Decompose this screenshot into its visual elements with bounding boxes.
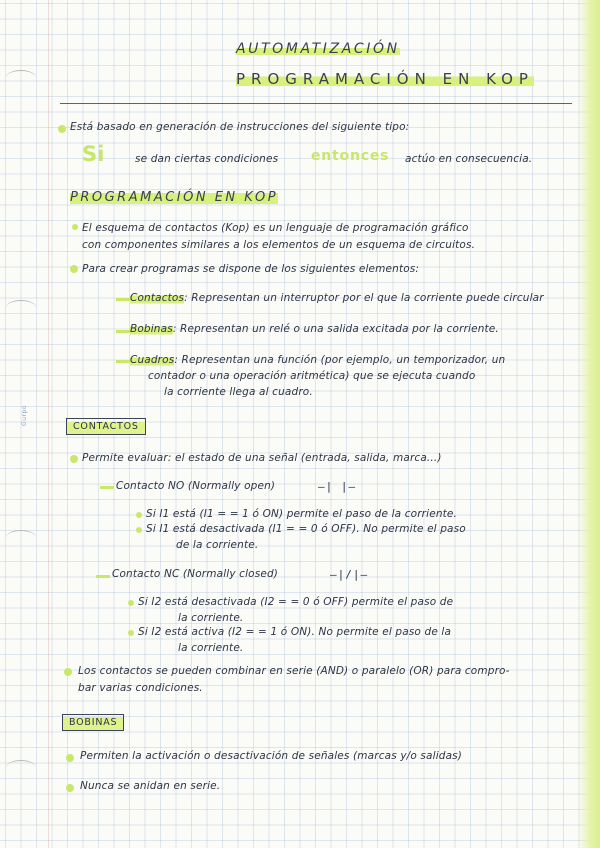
bullet-dot <box>66 784 74 792</box>
intro-conditions: se dan ciertas condiciones <box>135 153 279 165</box>
bullet-dot <box>128 630 134 636</box>
intro-consequence: actúo en consecuencia. <box>405 153 533 165</box>
list-dash <box>96 575 110 578</box>
contacto-no-title: Contacto NO (Normally open) <box>116 480 276 492</box>
contacto-no-rule-2-cont: de la corriente. <box>176 539 259 551</box>
bullet-dot <box>70 455 78 463</box>
punch-hole <box>6 70 36 85</box>
contacto-nc-rule-2-cont: la corriente. <box>178 642 244 654</box>
header-divider <box>60 103 572 104</box>
contactos-definition: Contactos: Representan un interruptor por el que la corriente puede circular <box>130 292 544 304</box>
kop-paragraph-1-cont: con componentes similares a los elementos de un esquema de circuitos. <box>82 239 476 251</box>
list-dash <box>116 330 130 333</box>
bullet-dot <box>66 754 74 762</box>
contactos-paragraph: Permite evaluar: el estado de una señal (entrada, salida, marca...) <box>82 452 442 464</box>
section-heading-kop: PROGRAMACIÓN EN KOP <box>70 190 279 205</box>
contact-no-symbol: —| |— <box>318 480 357 493</box>
punch-hole <box>6 530 36 545</box>
contacto-no-rule-1: Si I1 está (I1 = = 1 ó ON) permite el paso de la corriente. <box>146 508 457 520</box>
bullet-dot <box>58 125 66 133</box>
contacto-nc-rule-1-cont: la corriente. <box>178 612 244 624</box>
subject-title: AUTOMATIZACIÓN <box>236 41 400 57</box>
cuadros-definition: Cuadros: Representan una función (por ejemplo, un temporizador, un <box>130 354 506 366</box>
bullet-dot <box>136 512 142 518</box>
bullet-dot <box>72 224 78 230</box>
page-title: PROGRAMACIÓN EN KOP <box>236 70 534 88</box>
side-stamp: Gurpo <box>20 405 28 426</box>
bullet-dot <box>128 600 134 606</box>
contacto-no-rule-2: Si I1 está desactivada (I1 = = 0 ó OFF). No permite el paso <box>146 523 466 535</box>
si-highlight: Si <box>82 142 105 166</box>
kop-paragraph-1: El esquema de contactos (Kop) es un lenguaje de programación gráfico <box>82 222 469 234</box>
cuadros-definition-cont: la corriente llega al cuadro. <box>164 386 313 398</box>
cuadros-definition-cont: contador o una operación aritmética) que se ejecuta cuando <box>148 370 476 382</box>
contactos-combination: Los contactos se pueden combinar en serie (AND) o paralelo (OR) para compro- <box>78 665 510 677</box>
intro-line: Está basado en generación de instrucciones del siguiente tipo: <box>70 121 410 133</box>
bobinas-paragraph-2: Nunca se anidan en serie. <box>80 780 221 792</box>
kop-paragraph-2: Para crear programas se dispone de los siguientes elementos: <box>82 263 420 275</box>
section-box-contactos: CONTACTOS <box>66 418 146 435</box>
bullet-dot <box>70 265 78 273</box>
contacto-nc-title: Contacto NC (Normally closed) <box>112 568 279 580</box>
bullet-dot <box>136 527 142 533</box>
contactos-combination-cont: bar varias condiciones. <box>78 682 203 694</box>
margin-line <box>48 0 49 848</box>
section-box-bobinas: BOBINAS <box>62 714 124 731</box>
bobinas-paragraph-1: Permiten la activación o desactivación de señales (marcas y/o salidas) <box>80 750 463 762</box>
bullet-dot <box>64 668 72 676</box>
punch-hole <box>6 760 36 775</box>
list-dash <box>116 360 130 363</box>
list-dash <box>116 298 130 301</box>
entonces-highlight: entonces <box>311 148 390 164</box>
bobinas-definition: Bobinas: Representan un relé o una salida excitada por la corriente. <box>130 323 499 335</box>
page-edge-highlight <box>578 0 600 848</box>
list-dash <box>100 486 114 489</box>
contacto-nc-rule-2: Si I2 está activa (I2 = = 1 ó ON). No permite el paso de la <box>138 626 452 638</box>
contact-nc-symbol: —|/|— <box>330 568 369 581</box>
contacto-nc-rule-1: Si I2 está desactivada (I2 = = 0 ó OFF) permite el paso de <box>138 596 454 608</box>
punch-hole <box>6 300 36 315</box>
